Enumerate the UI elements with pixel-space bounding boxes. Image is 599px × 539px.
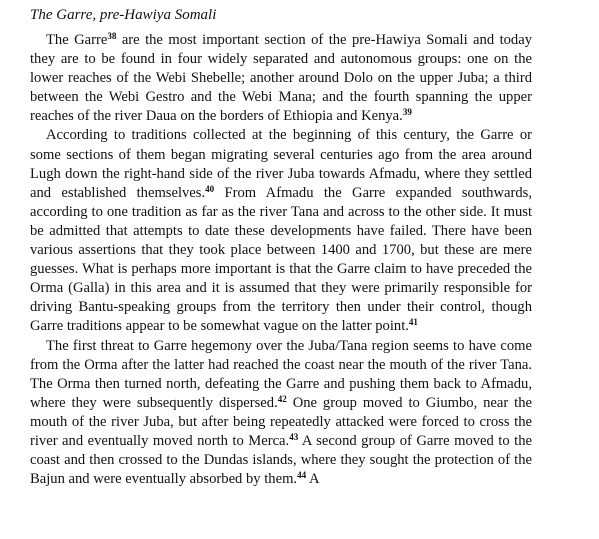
paragraph-3-text: A second group of Garre moved to the coast and then crossed to the Dundas islands, where they sought the protection of the Bajun and were eventually absorbed by them. [30,432,532,488]
paragraph-3-text: A [306,471,320,488]
paragraph-3-text: The first threat to Garre hegemony over the Juba/Tana region seems to have come from the Orma after the latter had reached the coast near the mouth of the river Tana. The Orma then turned north, defeating the Garre and pushing them back to Afmadu, where they were subsequently dispersed. [30,337,532,411]
paragraph-1-text: The Garre [46,32,108,48]
paragraph-2-text: From Afmadu the Garre expanded southwards, according to one tradition as far as the river Tana and across to the other side. It must be admitted that attempts to date these developments have failed. There have been various assertions that they took place between 1400 and 1700, but these are mere guesses. What is perhaps more important is that the Garre claim to have preceded the Orma (Galla) in this area and it is assumed that they were primarily responsible for driving Bantu-speaking groups from the territory then under their control, though Garre traditions appear to be somewhat vague on the latter point. [30,184,532,335]
footnote-ref-44[interactable]: 44 [297,470,307,481]
paragraph-3-text: One group moved to Giumbo, near the mouth of the river Juba, but after being repeatedly attacked were forced to cross the river and eventually moved north to Merca. [30,394,532,449]
paragraph-3 [30,337,532,490]
footnote-ref-40[interactable]: 40 [205,183,215,194]
footnote-ref-43[interactable]: 43 [289,432,299,442]
footnote-ref-41[interactable]: 41 [408,317,418,328]
section-title: The Garre, pre-Hawiya Somali [30,7,217,23]
footnote-ref-39[interactable]: 39 [402,107,412,118]
paragraph-1-text: are the most important section of the pre-Hawiya Somali and today they are to be found in four widely separated and autonomous groups: one on the lower reaches of the Webi Shebelle; another around Dolo on the upper Juba; a third between the Webi Gestro and the Webi Mana; and the fourth spanning the upper reaches of the river Daua on the borders of Ethiopia and Kenya. [30,32,532,125]
paragraph-2 [30,126,532,336]
paragraph-2-text: According to traditions collected at the beginning of this century, the Garre or some sections of them began migrating several centuries ago from the area around Lugh down the right-hand side of the river Juba towards Afmadu, where they settled and established themselves. [30,127,532,201]
paragraph-1 [30,31,532,126]
page-text-block [30,6,532,489]
footnote-ref-38[interactable]: 38 [107,31,117,42]
footnote-ref-42[interactable]: 42 [277,393,287,404]
